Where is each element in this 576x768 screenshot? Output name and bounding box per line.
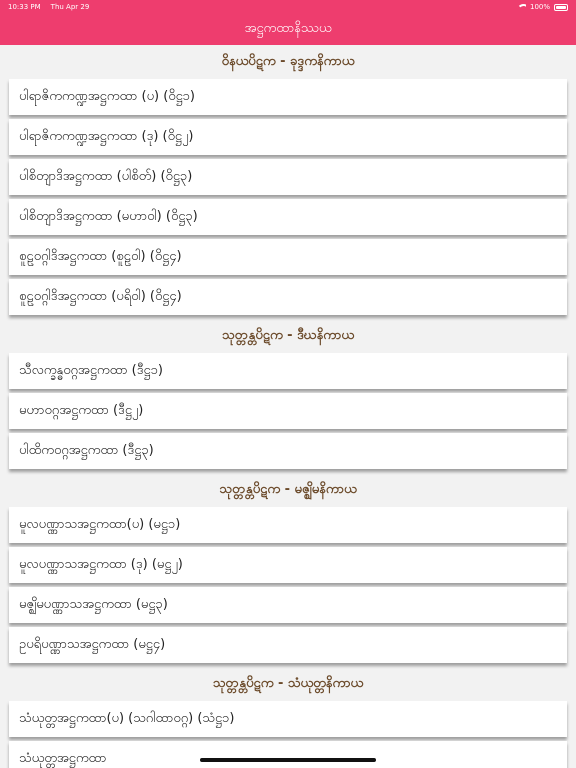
status-time: 10:33 PM [8,3,41,11]
list-item[interactable]: သံယုတ္တအဋ္ဌကထာ [9,741,567,768]
battery-percent: 100% [529,3,550,11]
home-indicator[interactable] [200,758,376,762]
status-date: Thu Apr 29 [50,3,90,11]
page-title: အဋ္ဌကထာနိဿယ [244,21,332,36]
book-list[interactable] [0,45,576,768]
section-header: သုတ္တန္တပိဋက - ဒီဃနိကာယ [222,327,354,343]
list-item[interactable]: မဇ္ဈိမပဏ္ဏာသအဋ္ဌကထာ (မဋ္ဌ၃) [9,587,567,623]
battery-icon [554,4,568,11]
list-item[interactable]: ပါရာဇိကကဏ္ဍအဋ္ဌကထာ (ဒု) (ဝိဋ္ဌ၂) [9,119,567,155]
section-header: ဝိနယပိဋက - ခုဒ္ဒကနိကာယ [221,53,355,69]
navigation-bar [0,14,576,45]
list-item[interactable]: သံယုတ္တအဋ္ဌကထာ(ပ) (သဂါထာဝဂ္ဂ) (သံဋ္ဌ၁) [9,701,567,737]
list-item[interactable]: စူဠဝဂ္ဂါဒိအဋ္ဌကထာ (ပရိဝါ) (ဝိဋ္ဌ၄) [9,279,567,315]
list-item[interactable]: ဥပရိပဏ္ဏာသအဋ္ဌကထာ (မဋ္ဌ၄) [9,627,567,663]
wifi-icon [517,4,526,11]
section-header: သုတ္တန္တပိဋက - သံယုတ္တနိကာယ [212,675,364,691]
status-bar [0,0,576,14]
list-item[interactable]: မဟာဝဂ္ဂအဋ္ဌကထာ (ဒီဋ္ဌ၂) [9,393,567,429]
section-header: သုတ္တန္တပိဋက - မဇ္ဈိမနိကာယ [219,481,357,497]
list-item[interactable]: ပါထိကဝဂ္ဂအဋ္ဌကထာ (ဒီဋ္ဌ၃) [9,433,567,469]
list-item[interactable]: ပါစိတျာဒိအဋ္ဌကထာ (မဟာဝါ) (ဝိဋ္ဌ၃) [9,199,567,235]
list-item[interactable]: သီလက္ခန္ဓဝဂ္ဂအဋ္ဌကထာ (ဒီဋ္ဌ၁) [9,353,567,389]
list-item[interactable]: မူလပဏ္ဏာသအဋ္ဌကထာ (ဒု) (မဋ္ဌ၂) [9,547,567,583]
list-item[interactable]: ပါစိတျာဒိအဋ္ဌကထာ (ပါစိတ်) (ဝိဋ္ဌ၃) [9,159,567,195]
list-item[interactable]: စူဠဝဂ္ဂါဒိအဋ္ဌကထာ (စူဠဝါ) (ဝိဋ္ဌ၄) [9,239,567,275]
list-item[interactable]: ပါရာဇိကကဏ္ဍအဋ္ဌကထာ (ပ) (ဝိဋ္ဌ၁) [9,79,567,115]
list-item[interactable]: မူလပဏ္ဏာသအဋ္ဌကထာ(ပ) (မဋ္ဌ၁) [9,507,567,543]
